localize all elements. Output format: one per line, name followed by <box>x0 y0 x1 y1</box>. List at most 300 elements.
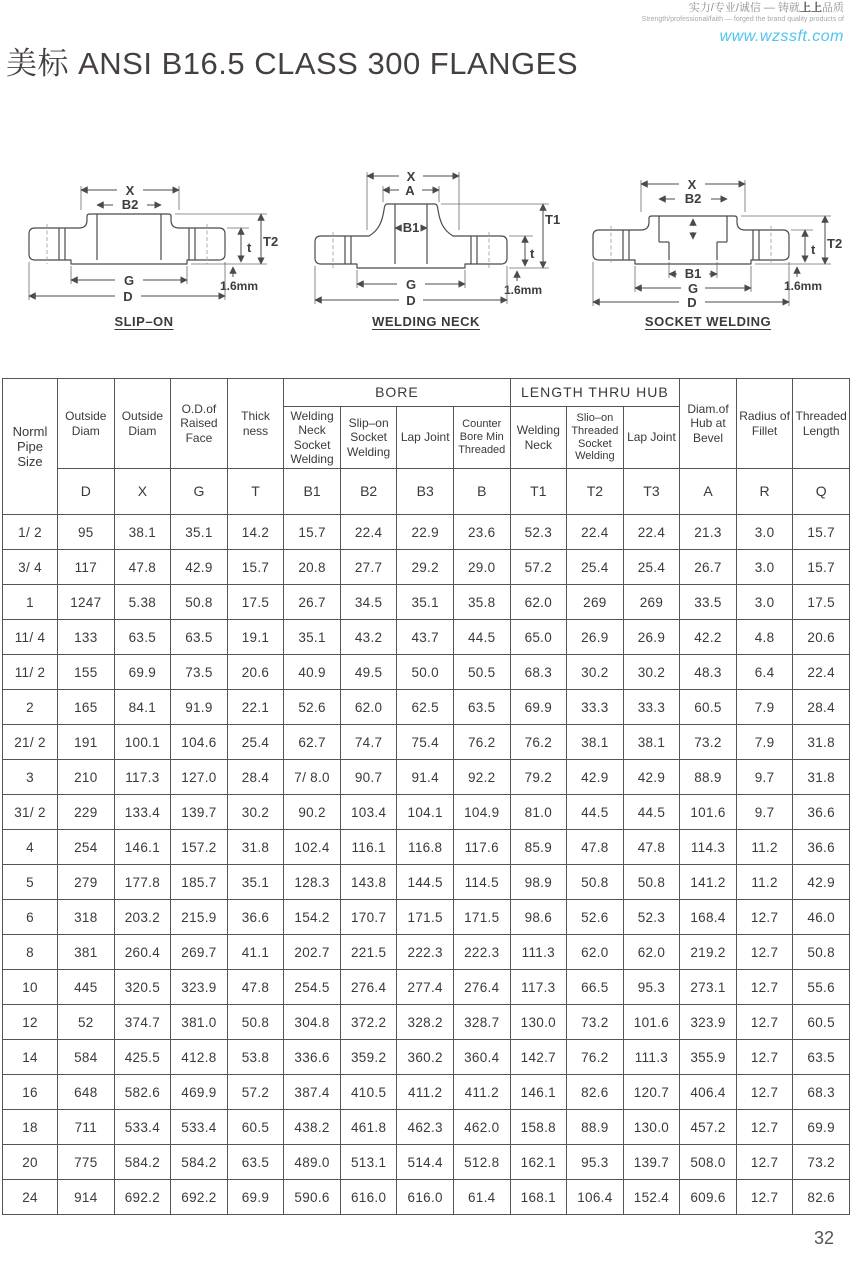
value-cell: 98.6 <box>510 900 567 935</box>
value-cell: 98.9 <box>510 865 567 900</box>
col-header-outside-diam-d: Outside Diam <box>58 379 115 469</box>
value-cell: 158.8 <box>510 1110 567 1145</box>
value-cell: 3.0 <box>736 585 793 620</box>
group-header-bore: BORE <box>284 379 510 407</box>
value-cell: 42.2 <box>680 620 737 655</box>
value-cell: 52 <box>58 1005 115 1040</box>
value-cell: 120.7 <box>623 1075 680 1110</box>
value-cell: 130.0 <box>510 1005 567 1040</box>
value-cell: 84.1 <box>114 690 171 725</box>
value-cell: 82.6 <box>793 1180 850 1215</box>
value-cell: 30.2 <box>227 795 284 830</box>
value-cell: 29.2 <box>397 550 454 585</box>
table-row <box>3 550 850 585</box>
value-cell: 445 <box>58 970 115 1005</box>
value-cell: 203.2 <box>114 900 171 935</box>
pipe-size-cell: 14 <box>3 1040 58 1075</box>
value-cell: 81.0 <box>510 795 567 830</box>
value-cell: 185.7 <box>171 865 228 900</box>
value-cell: 85.9 <box>510 830 567 865</box>
value-cell: 152.4 <box>623 1180 680 1215</box>
value-cell: 219.2 <box>680 935 737 970</box>
value-cell: 35.1 <box>227 865 284 900</box>
value-cell: 40.9 <box>284 655 341 690</box>
value-cell: 7.9 <box>736 690 793 725</box>
value-cell: 222.3 <box>453 935 510 970</box>
value-cell: 11.2 <box>736 830 793 865</box>
value-cell: 260.4 <box>114 935 171 970</box>
dim-b1-label: B1 <box>402 220 420 235</box>
table-row <box>3 690 850 725</box>
value-cell: 12.7 <box>736 1075 793 1110</box>
pipe-size-cell: 16 <box>3 1075 58 1110</box>
value-cell: 146.1 <box>114 830 171 865</box>
value-cell: 3.0 <box>736 515 793 550</box>
value-cell: 775 <box>58 1145 115 1180</box>
value-cell: 711 <box>58 1110 115 1145</box>
pipe-size-cell: 5 <box>3 865 58 900</box>
value-cell: 75.4 <box>397 725 454 760</box>
value-cell: 95.3 <box>567 1145 624 1180</box>
value-cell: 100.1 <box>114 725 171 760</box>
slip-on-drawing <box>8 158 280 310</box>
value-cell: 648 <box>58 1075 115 1110</box>
value-cell: 142.7 <box>510 1040 567 1075</box>
table-row <box>3 1075 850 1110</box>
value-cell: 102.4 <box>284 830 341 865</box>
value-cell: 127.0 <box>171 760 228 795</box>
pipe-size-cell: 31/ 2 <box>3 795 58 830</box>
value-cell: 269.7 <box>171 935 228 970</box>
value-cell: 33.5 <box>680 585 737 620</box>
brand-slogan-en: Strength/professional/faith — forged the brand quality products of <box>641 15 844 23</box>
value-cell: 457.2 <box>680 1110 737 1145</box>
value-cell: 14.2 <box>227 515 284 550</box>
diagram-slip-on <box>4 158 284 331</box>
symbol-b: B <box>453 469 510 515</box>
dim-t-label: t <box>247 240 252 255</box>
value-cell: 38.1 <box>567 725 624 760</box>
value-cell: 513.1 <box>340 1145 397 1180</box>
value-cell: 79.2 <box>510 760 567 795</box>
value-cell: 106.4 <box>567 1180 624 1215</box>
value-cell: 88.9 <box>680 760 737 795</box>
value-cell: 359.2 <box>340 1040 397 1075</box>
col-header-slip-on-threaded: Slio–on Threaded Socket Welding <box>567 407 624 469</box>
brand-slogan-cn <box>642 2 844 16</box>
value-cell: 101.6 <box>623 1005 680 1040</box>
brand-block <box>642 2 844 47</box>
value-cell: 55.6 <box>793 970 850 1005</box>
value-cell: 438.2 <box>284 1110 341 1145</box>
col-header-counter-bore: Counter Bore Min Threaded <box>453 407 510 469</box>
value-cell: 692.2 <box>171 1180 228 1215</box>
pipe-size-cell: 24 <box>3 1180 58 1215</box>
value-cell: 92.2 <box>453 760 510 795</box>
value-cell: 406.4 <box>680 1075 737 1110</box>
value-cell: 52.6 <box>284 690 341 725</box>
value-cell: 117.6 <box>453 830 510 865</box>
value-cell: 46.0 <box>793 900 850 935</box>
value-cell: 323.9 <box>171 970 228 1005</box>
value-cell: 20.6 <box>227 655 284 690</box>
table-row <box>3 865 850 900</box>
pipe-size-cell: 12 <box>3 1005 58 1040</box>
table-row <box>3 830 850 865</box>
value-cell: 63.5 <box>171 620 228 655</box>
value-cell: 30.2 <box>567 655 624 690</box>
table-row <box>3 585 850 620</box>
value-cell: 202.7 <box>284 935 341 970</box>
pipe-size-cell: 6 <box>3 900 58 935</box>
value-cell: 162.1 <box>510 1145 567 1180</box>
value-cell: 692.2 <box>114 1180 171 1215</box>
value-cell: 91.9 <box>171 690 228 725</box>
value-cell: 143.8 <box>340 865 397 900</box>
value-cell: 74.7 <box>340 725 397 760</box>
value-cell: 11.2 <box>736 865 793 900</box>
value-cell: 328.2 <box>397 1005 454 1040</box>
value-cell: 38.1 <box>623 725 680 760</box>
value-cell: 90.2 <box>284 795 341 830</box>
dim-x-label: X <box>125 183 135 198</box>
value-cell: 35.1 <box>171 515 228 550</box>
value-cell: 462.3 <box>397 1110 454 1145</box>
value-cell: 12.7 <box>736 935 793 970</box>
value-cell: 17.5 <box>793 585 850 620</box>
table-row <box>3 1110 850 1145</box>
flange-diagrams <box>0 158 852 331</box>
value-cell: 111.3 <box>510 935 567 970</box>
page-title: 美标 ANSI B16.5 CLASS 300 FLANGES <box>6 46 579 81</box>
value-cell: 12.7 <box>736 1040 793 1075</box>
value-cell: 411.2 <box>453 1075 510 1110</box>
value-cell: 63.5 <box>227 1145 284 1180</box>
value-cell: 12.7 <box>736 970 793 1005</box>
value-cell: 279 <box>58 865 115 900</box>
dim-gap-label: 1.6mm <box>503 283 543 297</box>
value-cell: 88.9 <box>567 1110 624 1145</box>
dim-gap-label: 1.6mm <box>783 279 823 293</box>
value-cell: 171.5 <box>453 900 510 935</box>
value-cell: 412.8 <box>171 1040 228 1075</box>
value-cell: 144.5 <box>397 865 454 900</box>
pipe-size-cell: 18 <box>3 1110 58 1145</box>
table-row <box>3 935 850 970</box>
value-cell: 31.8 <box>793 760 850 795</box>
value-cell: 101.6 <box>680 795 737 830</box>
value-cell: 22.4 <box>793 655 850 690</box>
value-cell: 155 <box>58 655 115 690</box>
slogan-cn-brand: 上上 <box>800 2 822 14</box>
value-cell: 50.8 <box>227 1005 284 1040</box>
value-cell: 128.3 <box>284 865 341 900</box>
value-cell: 23.6 <box>453 515 510 550</box>
value-cell: 57.2 <box>510 550 567 585</box>
pipe-size-cell: 11/ 4 <box>3 620 58 655</box>
value-cell: 254.5 <box>284 970 341 1005</box>
value-cell: 139.7 <box>171 795 228 830</box>
dim-g-label: G <box>405 277 417 292</box>
pipe-size-cell: 1/ 2 <box>3 515 58 550</box>
value-cell: 6.4 <box>736 655 793 690</box>
value-cell: 328.7 <box>453 1005 510 1040</box>
value-cell: 90.7 <box>340 760 397 795</box>
dim-a-label: A <box>405 183 415 198</box>
value-cell: 12.7 <box>736 1180 793 1215</box>
value-cell: 609.6 <box>680 1180 737 1215</box>
table-row <box>3 725 850 760</box>
value-cell: 43.2 <box>340 620 397 655</box>
dim-b2-label: B2 <box>121 197 139 212</box>
value-cell: 616.0 <box>340 1180 397 1215</box>
col-header-welding-neck-t1: Welding Neck <box>510 407 567 469</box>
value-cell: 514.4 <box>397 1145 454 1180</box>
value-cell: 42.9 <box>793 865 850 900</box>
symbol-t: T <box>227 469 284 515</box>
value-cell: 28.4 <box>793 690 850 725</box>
value-cell: 221.5 <box>340 935 397 970</box>
value-cell: 130.0 <box>623 1110 680 1145</box>
value-cell: 36.6 <box>793 795 850 830</box>
value-cell: 62.7 <box>284 725 341 760</box>
value-cell: 1247 <box>58 585 115 620</box>
dim-gap-label: 1.6mm <box>219 279 259 293</box>
value-cell: 60.5 <box>793 1005 850 1040</box>
value-cell: 222.3 <box>397 935 454 970</box>
value-cell: 47.8 <box>623 830 680 865</box>
table-body <box>3 515 850 1215</box>
value-cell: 42.9 <box>171 550 228 585</box>
value-cell: 254 <box>58 830 115 865</box>
value-cell: 47.8 <box>227 970 284 1005</box>
symbol-d: D <box>58 469 115 515</box>
value-cell: 381 <box>58 935 115 970</box>
value-cell: 38.1 <box>114 515 171 550</box>
value-cell: 50.0 <box>397 655 454 690</box>
value-cell: 52.3 <box>623 900 680 935</box>
diagram-socket-welding <box>568 158 848 331</box>
value-cell: 584.2 <box>114 1145 171 1180</box>
value-cell: 95 <box>58 515 115 550</box>
value-cell: 139.7 <box>623 1145 680 1180</box>
col-header-od-raised-face: O.D.of Raised Face <box>171 379 228 469</box>
value-cell: 22.4 <box>623 515 680 550</box>
col-header-outside-diam-x: Outside Diam <box>114 379 171 469</box>
dim-d-label: D <box>406 293 416 308</box>
value-cell: 36.6 <box>793 830 850 865</box>
caption-slip-on: SLIP–ON <box>114 314 174 329</box>
value-cell: 76.2 <box>453 725 510 760</box>
value-cell: 62.0 <box>340 690 397 725</box>
value-cell: 44.5 <box>623 795 680 830</box>
value-cell: 461.8 <box>340 1110 397 1145</box>
value-cell: 104.1 <box>397 795 454 830</box>
table-row <box>3 760 850 795</box>
value-cell: 26.7 <box>284 585 341 620</box>
value-cell: 103.4 <box>340 795 397 830</box>
welding-neck-drawing <box>290 158 562 310</box>
value-cell: 22.4 <box>567 515 624 550</box>
value-cell: 57.2 <box>227 1075 284 1110</box>
value-cell: 582.6 <box>114 1075 171 1110</box>
value-cell: 35.1 <box>397 585 454 620</box>
value-cell: 12.7 <box>736 1145 793 1180</box>
col-header-radius-fillet: Radius of Fillet <box>736 379 793 469</box>
symbol-q: Q <box>793 469 850 515</box>
value-cell: 62.0 <box>510 585 567 620</box>
value-cell: 60.5 <box>227 1110 284 1145</box>
value-cell: 19.1 <box>227 620 284 655</box>
value-cell: 133 <box>58 620 115 655</box>
value-cell: 27.7 <box>340 550 397 585</box>
dim-t-label: t <box>811 242 816 257</box>
value-cell: 914 <box>58 1180 115 1215</box>
symbol-b3: B3 <box>397 469 454 515</box>
value-cell: 116.1 <box>340 830 397 865</box>
value-cell: 469.9 <box>171 1075 228 1110</box>
value-cell: 387.4 <box>284 1075 341 1110</box>
symbol-b1: B1 <box>284 469 341 515</box>
value-cell: 3.0 <box>736 550 793 585</box>
table-row <box>3 515 850 550</box>
value-cell: 336.6 <box>284 1040 341 1075</box>
value-cell: 26.9 <box>567 620 624 655</box>
value-cell: 91.4 <box>397 760 454 795</box>
value-cell: 36.6 <box>227 900 284 935</box>
dim-t2-label: T2 <box>263 234 279 249</box>
value-cell: 63.5 <box>793 1040 850 1075</box>
value-cell: 7.9 <box>736 725 793 760</box>
value-cell: 44.5 <box>567 795 624 830</box>
value-cell: 210 <box>58 760 115 795</box>
value-cell: 114.3 <box>680 830 737 865</box>
table-row <box>3 1005 850 1040</box>
value-cell: 69.9 <box>793 1110 850 1145</box>
caption-socket-welding: SOCKET WELDING <box>644 314 772 329</box>
flange-dimensions-table-wrap <box>2 378 850 1215</box>
pipe-size-cell: 3 <box>3 760 58 795</box>
value-cell: 60.5 <box>680 690 737 725</box>
pipe-size-cell: 20 <box>3 1145 58 1180</box>
symbol-t3: T3 <box>623 469 680 515</box>
value-cell: 269 <box>623 585 680 620</box>
value-cell: 273.1 <box>680 970 737 1005</box>
value-cell: 15.7 <box>227 550 284 585</box>
value-cell: 12.7 <box>736 1110 793 1145</box>
pipe-size-cell: 21/ 2 <box>3 725 58 760</box>
value-cell: 62.0 <box>567 935 624 970</box>
value-cell: 269 <box>567 585 624 620</box>
value-cell: 69.9 <box>227 1180 284 1215</box>
value-cell: 48.3 <box>680 655 737 690</box>
pipe-size-cell: 3/ 4 <box>3 550 58 585</box>
value-cell: 76.2 <box>567 1040 624 1075</box>
value-cell: 374.7 <box>114 1005 171 1040</box>
value-cell: 111.3 <box>623 1040 680 1075</box>
value-cell: 53.8 <box>227 1040 284 1075</box>
value-cell: 47.8 <box>567 830 624 865</box>
pipe-size-cell: 10 <box>3 970 58 1005</box>
caption-welding-neck: WELDING NECK <box>372 314 480 329</box>
value-cell: 191 <box>58 725 115 760</box>
value-cell: 22.1 <box>227 690 284 725</box>
page-number: 32 <box>813 1228 834 1248</box>
value-cell: 276.4 <box>340 970 397 1005</box>
socket-welding-drawing <box>572 158 844 310</box>
value-cell: 42.9 <box>623 760 680 795</box>
value-cell: 489.0 <box>284 1145 341 1180</box>
value-cell: 35.8 <box>453 585 510 620</box>
dim-t-label: t <box>530 246 535 261</box>
value-cell: 66.5 <box>567 970 624 1005</box>
value-cell: 157.2 <box>171 830 228 865</box>
value-cell: 215.9 <box>171 900 228 935</box>
value-cell: 41.1 <box>227 935 284 970</box>
value-cell: 168.4 <box>680 900 737 935</box>
value-cell: 95.3 <box>623 970 680 1005</box>
value-cell: 117.3 <box>114 760 171 795</box>
value-cell: 43.7 <box>397 620 454 655</box>
table-row <box>3 1040 850 1075</box>
dim-b1-label: B1 <box>684 266 702 281</box>
value-cell: 323.9 <box>680 1005 737 1040</box>
slogan-cn-post: 品质 <box>822 2 844 14</box>
website-url: www.wzssft.com <box>719 27 844 45</box>
value-cell: 25.4 <box>567 550 624 585</box>
value-cell: 50.8 <box>567 865 624 900</box>
value-cell: 30.2 <box>623 655 680 690</box>
value-cell: 63.5 <box>114 620 171 655</box>
value-cell: 165 <box>58 690 115 725</box>
value-cell: 12.7 <box>736 1005 793 1040</box>
value-cell: 31.8 <box>227 830 284 865</box>
value-cell: 372.2 <box>340 1005 397 1040</box>
value-cell: 33.3 <box>567 690 624 725</box>
col-header-pipe-size: Norml Pipe Size <box>3 379 58 515</box>
table-row <box>3 970 850 1005</box>
value-cell: 104.6 <box>171 725 228 760</box>
value-cell: 7/ 8.0 <box>284 760 341 795</box>
value-cell: 170.7 <box>340 900 397 935</box>
symbol-t2: T2 <box>567 469 624 515</box>
diagram-welding-neck <box>286 158 566 331</box>
value-cell: 277.4 <box>397 970 454 1005</box>
value-cell: 117.3 <box>510 970 567 1005</box>
value-cell: 5.38 <box>114 585 171 620</box>
value-cell: 584 <box>58 1040 115 1075</box>
value-cell: 117 <box>58 550 115 585</box>
value-cell: 584.2 <box>171 1145 228 1180</box>
value-cell: 62.0 <box>623 935 680 970</box>
dim-b2-label: B2 <box>684 191 702 206</box>
value-cell: 9.7 <box>736 795 793 830</box>
value-cell: 425.5 <box>114 1040 171 1075</box>
dim-x-label: X <box>406 169 416 184</box>
value-cell: 42.9 <box>567 760 624 795</box>
value-cell: 171.5 <box>397 900 454 935</box>
value-cell: 381.0 <box>171 1005 228 1040</box>
value-cell: 355.9 <box>680 1040 737 1075</box>
value-cell: 20.8 <box>284 550 341 585</box>
dim-g-label: G <box>687 281 699 296</box>
dim-g-label: G <box>123 273 135 288</box>
symbol-r: R <box>736 469 793 515</box>
value-cell: 31.8 <box>793 725 850 760</box>
value-cell: 35.1 <box>284 620 341 655</box>
value-cell: 177.8 <box>114 865 171 900</box>
value-cell: 276.4 <box>453 970 510 1005</box>
